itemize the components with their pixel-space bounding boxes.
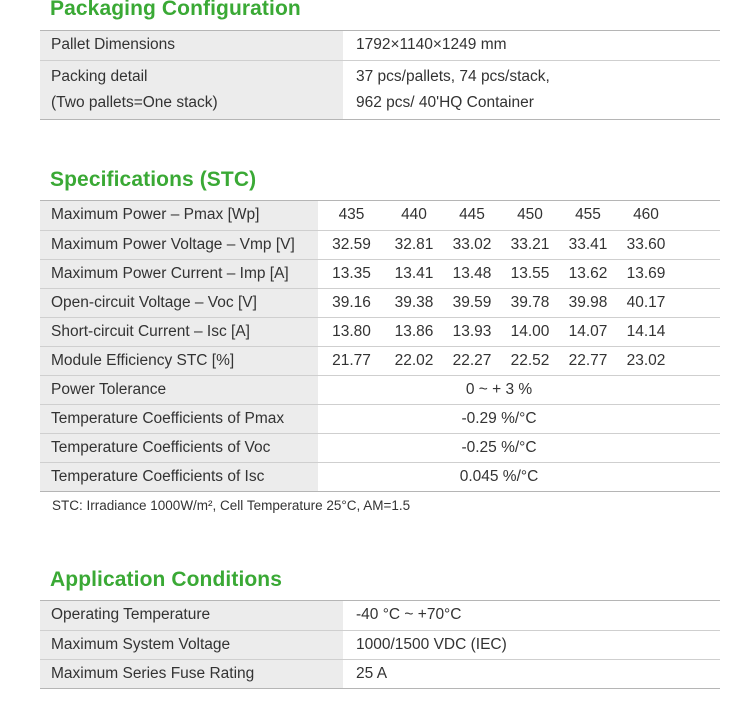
application-title: Application Conditions [50,568,283,591]
spec-cell: 40.17 [617,288,720,317]
spec-row [40,201,720,230]
spec-cell: 39.38 [385,288,443,317]
spec-cell: 22.77 [559,346,617,375]
max-series-fuse-label: Maximum Series Fuse Rating [40,659,343,688]
specs-title: Specifications (STC) [50,168,257,191]
spec-cell: 39.98 [559,288,617,317]
spec-row [40,230,720,259]
spec-cell: 14.14 [617,317,720,346]
spec-span-label: Temperature Coefficients of Pmax [40,404,318,433]
spec-row-label: Maximum Power Voltage – Vmp [V] [40,230,318,259]
table-row [40,31,720,60]
spec-row [40,317,720,346]
spec-cell: 22.52 [501,346,559,375]
table-row [40,60,720,119]
spec-cell: 13.48 [443,259,501,288]
spec-row [40,288,720,317]
operating-temperature-value: -40 °C ~ +70°C [343,601,720,630]
spec-cell: 13.35 [318,259,385,288]
spec-cell: 32.81 [385,230,443,259]
spec-span-row [40,462,720,491]
spec-cell: 22.02 [385,346,443,375]
spec-span-row [40,404,720,433]
spec-cell: 13.93 [443,317,501,346]
stc-note: STC: Irradiance 1000W/m², Cell Temperature 25°C, AM=1.5 [52,498,411,513]
max-system-voltage-value: 1000/1500 VDC (IEC) [343,630,720,659]
packaging-table [40,31,720,120]
max-series-fuse-value: 25 A [343,659,720,688]
packing-detail-label [40,60,343,119]
pallet-dimensions-value: 1792×1140×1249 mm [343,31,720,60]
spec-cell: 440 [385,201,443,230]
spec-span-label: Power Tolerance [40,375,318,404]
spec-cell: 14.00 [501,317,559,346]
spec-span-label: Temperature Coefficients of Isc [40,462,318,491]
packing-detail-label-line1: Packing detail [51,67,148,85]
application-table [40,601,720,689]
spec-row [40,259,720,288]
spec-span-row [40,375,720,404]
spec-cell: 435 [318,201,385,230]
packing-detail-label-line2: (Two pallets=One stack) [51,93,218,111]
spec-cell: 445 [443,201,501,230]
spec-cell: 22.27 [443,346,501,375]
spec-row-label: Maximum Power Current – Imp [A] [40,259,318,288]
spec-cell: 13.69 [617,259,720,288]
table-row [40,630,720,659]
spec-row-label: Module Efficiency STC [%] [40,346,318,375]
spec-cell: 32.59 [318,230,385,259]
spec-cell: 39.16 [318,288,385,317]
spec-cell: 33.41 [559,230,617,259]
spec-cell: 450 [501,201,559,230]
spec-cell: 13.86 [385,317,443,346]
spec-row-label: Open-circuit Voltage – Voc [V] [40,288,318,317]
packing-detail-value-line1: 37 pcs/pallets, 74 pcs/stack, [356,67,550,85]
spec-cell: 13.55 [501,259,559,288]
spec-row [40,346,720,375]
spec-cell: 13.41 [385,259,443,288]
operating-temperature-label: Operating Temperature [40,601,343,630]
spec-cell: 33.60 [617,230,720,259]
spec-cell: 23.02 [617,346,720,375]
pallet-dimensions-label: Pallet Dimensions [40,31,343,60]
spec-span-value: -0.25 %/°C [318,433,720,462]
packing-detail-value-line2: 962 pcs/ 40'HQ Container [356,93,534,111]
spec-cell: 455 [559,201,617,230]
specs-table [40,201,720,492]
spec-cell: 33.21 [501,230,559,259]
spec-cell: 13.62 [559,259,617,288]
spec-span-row [40,433,720,462]
spec-cell: 39.78 [501,288,559,317]
spec-cell: 39.59 [443,288,501,317]
packing-detail-value [343,60,720,119]
table-row [40,601,720,630]
spec-cell: 21.77 [318,346,385,375]
spec-cell: 460 [617,201,720,230]
table-row [40,659,720,688]
spec-span-value: -0.29 %/°C [318,404,720,433]
spec-span-value: 0 ~ + 3 % [318,375,720,404]
spec-cell: 33.02 [443,230,501,259]
spec-span-value: 0.045 %/°C [318,462,720,491]
max-system-voltage-label: Maximum System Voltage [40,630,343,659]
spec-row-label: Maximum Power – Pmax [Wp] [40,201,318,230]
packaging-title: Packaging Configuration [50,0,301,20]
spec-row-label: Short-circuit Current – Isc [A] [40,317,318,346]
spec-cell: 13.80 [318,317,385,346]
spec-span-label: Temperature Coefficients of Voc [40,433,318,462]
spec-cell: 14.07 [559,317,617,346]
